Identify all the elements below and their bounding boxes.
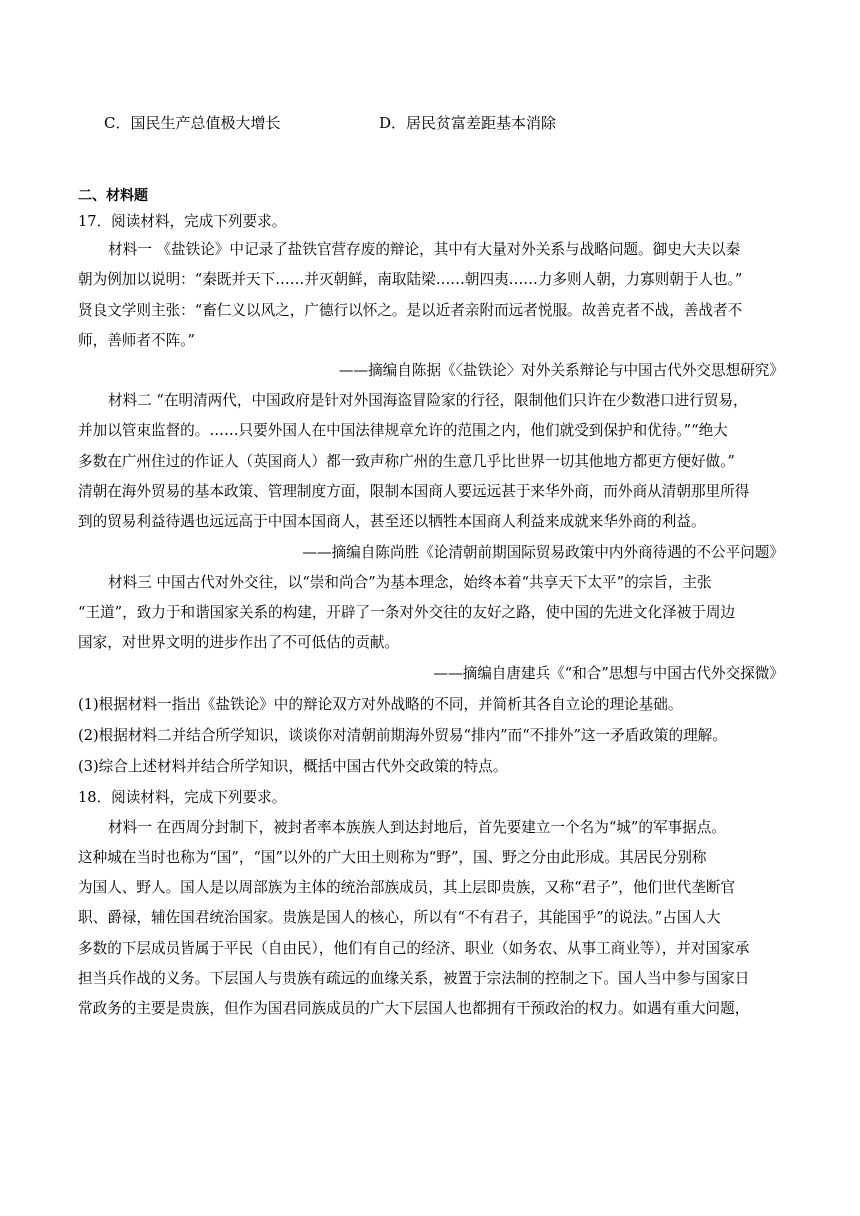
paragraph-line: 为国人、野人。国人是以周部族为主体的统治部族成员，其上层即贵族，又称“君子”，他们世代垄断官 (78, 879, 736, 897)
q18-material-1 (78, 813, 784, 1025)
paragraph-line: 师，善师者不阵。” (78, 331, 195, 349)
paragraph-line: 材料三 中国古代对外交往，以“崇和尚合”为基本理念，始终本着“共享天下太平”的宗旨，主张 (108, 573, 712, 591)
option-c: C．国民生产总值极大增长 (104, 114, 281, 132)
paragraph-line: 职、爵禄，辅佐国君统治国家。贵族是国人的核心，所以有“不有君子，其能国乎”的说法。”占国人大 (78, 909, 721, 927)
q17-stem: 17．阅读材料，完成下列要求。 (78, 213, 287, 230)
q17-material-1-source: ——摘编自陈据《〈盐铁论〉对外关系辩论与中国古代外交思想研究》 (338, 362, 784, 380)
answer-options-row (104, 110, 784, 136)
material-section (78, 183, 784, 1025)
q17-question-2: (2)根据材料二并结合所学知识，谈谈你对清朝前期海外贸易“排内”而“不排外”这一矛盾政策的理解。 (78, 726, 727, 744)
q17-question-1: (1)根据材料一指出《盐铁论》中的辩论双方对外战略的不同，并简析其各自立论的理论基础。 (78, 695, 683, 713)
section-title: 二、材料题 (78, 188, 148, 204)
paragraph-line: “王道”，致力于和谐国家关系的构建，开辟了一条对外交往的友好之路，使中国的先进文化泽被于周边 (78, 603, 736, 621)
paragraph-line: 国家，对世界文明的进步作出了不可低估的贡献。 (78, 634, 400, 652)
paragraph-line: 材料一 《盐铁论》中记录了盐铁官营存废的辩论，其中有大量对外关系与战略问题。御史大夫以秦 (108, 241, 741, 258)
paragraph-line: 这种城在当时也称为“国”，“国”以外的广大田土则称为“野”，国、野之分由此形成。其居民分别称 (78, 848, 707, 866)
q18-stem: 18．阅读材料，完成下列要求。 (78, 788, 287, 806)
q17-material-2-source: ——摘编自陈尚胜《论清朝前期国际贸易政策中内外商待遇的不公平问题》 (302, 543, 784, 561)
q17-question-3: (3)综合上述材料并结合所学知识，概括中国古代外交政策的特点。 (78, 757, 508, 775)
paragraph-line: 到的贸易利益待遇也远远高于中国本国商人，甚至还以牺牲本国商人利益来成就来华外商的利益。 (78, 513, 706, 531)
option-d: D．居民贫富差距基本消除 (379, 114, 557, 132)
paragraph-line: 担当兵作战的义务。下层国人与贵族有疏远的血缘关系，被置于宗法制的控制之下。国人当中参与国家日 (78, 970, 750, 988)
paragraph-line: 材料一 在西周分封制下，被封者率本族族人到达封地后，首先要建立一个名为“城”的军事据点。 (108, 818, 726, 836)
paragraph-line: 清朝在海外贸易的基本政策、管理制度方面，限制本国商人要远远甚于来华外商，而外商从清朝那里所得 (78, 483, 750, 501)
paragraph-line: 材料二 “在明清两代，中国政府是针对外国海盗冒险家的行径，限制他们只许在少数港口进行贸易， (108, 392, 748, 410)
paragraph-line: 朝为例加以说明：“秦既并天下……并灭朝鲜，南取陆梁……朝四夷……力多则人朝，力寡则朝于人也。” (78, 271, 743, 289)
q17-material-3 (78, 568, 784, 659)
q17-material-2 (78, 386, 784, 537)
q17-material-1 (78, 235, 784, 356)
paragraph-line: 多数在广州住过的作证人（英国商人）都一致声称广州的生意几乎比世界一切其他地方都更方便好做。” (78, 452, 735, 470)
paragraph-line: 贤良文学则主张：“畜仁义以风之，广德行以怀之。是以近者亲附而远者悦服。故善克者不战，善战者不 (78, 301, 743, 319)
paragraph-line: 并加以管束监督的。……只要外国人在中国法律规章允许的范围之内，他们就受到保护和优待。”“绝大 (78, 422, 728, 440)
q17-material-3-source: ——摘编自唐建兵《“和合”思想与中国古代外交探微》 (433, 664, 784, 682)
paragraph-line: 常政务的主要是贵族，但作为国君同族成员的广大下层国人也都拥有干预政治的权力。如遇有重大问题， (78, 1000, 750, 1018)
paragraph-line: 多数的下层成员皆属于平民（自由民），他们有自己的经济、职业（如务农、从事工商业等），并对国家承 (78, 939, 750, 957)
